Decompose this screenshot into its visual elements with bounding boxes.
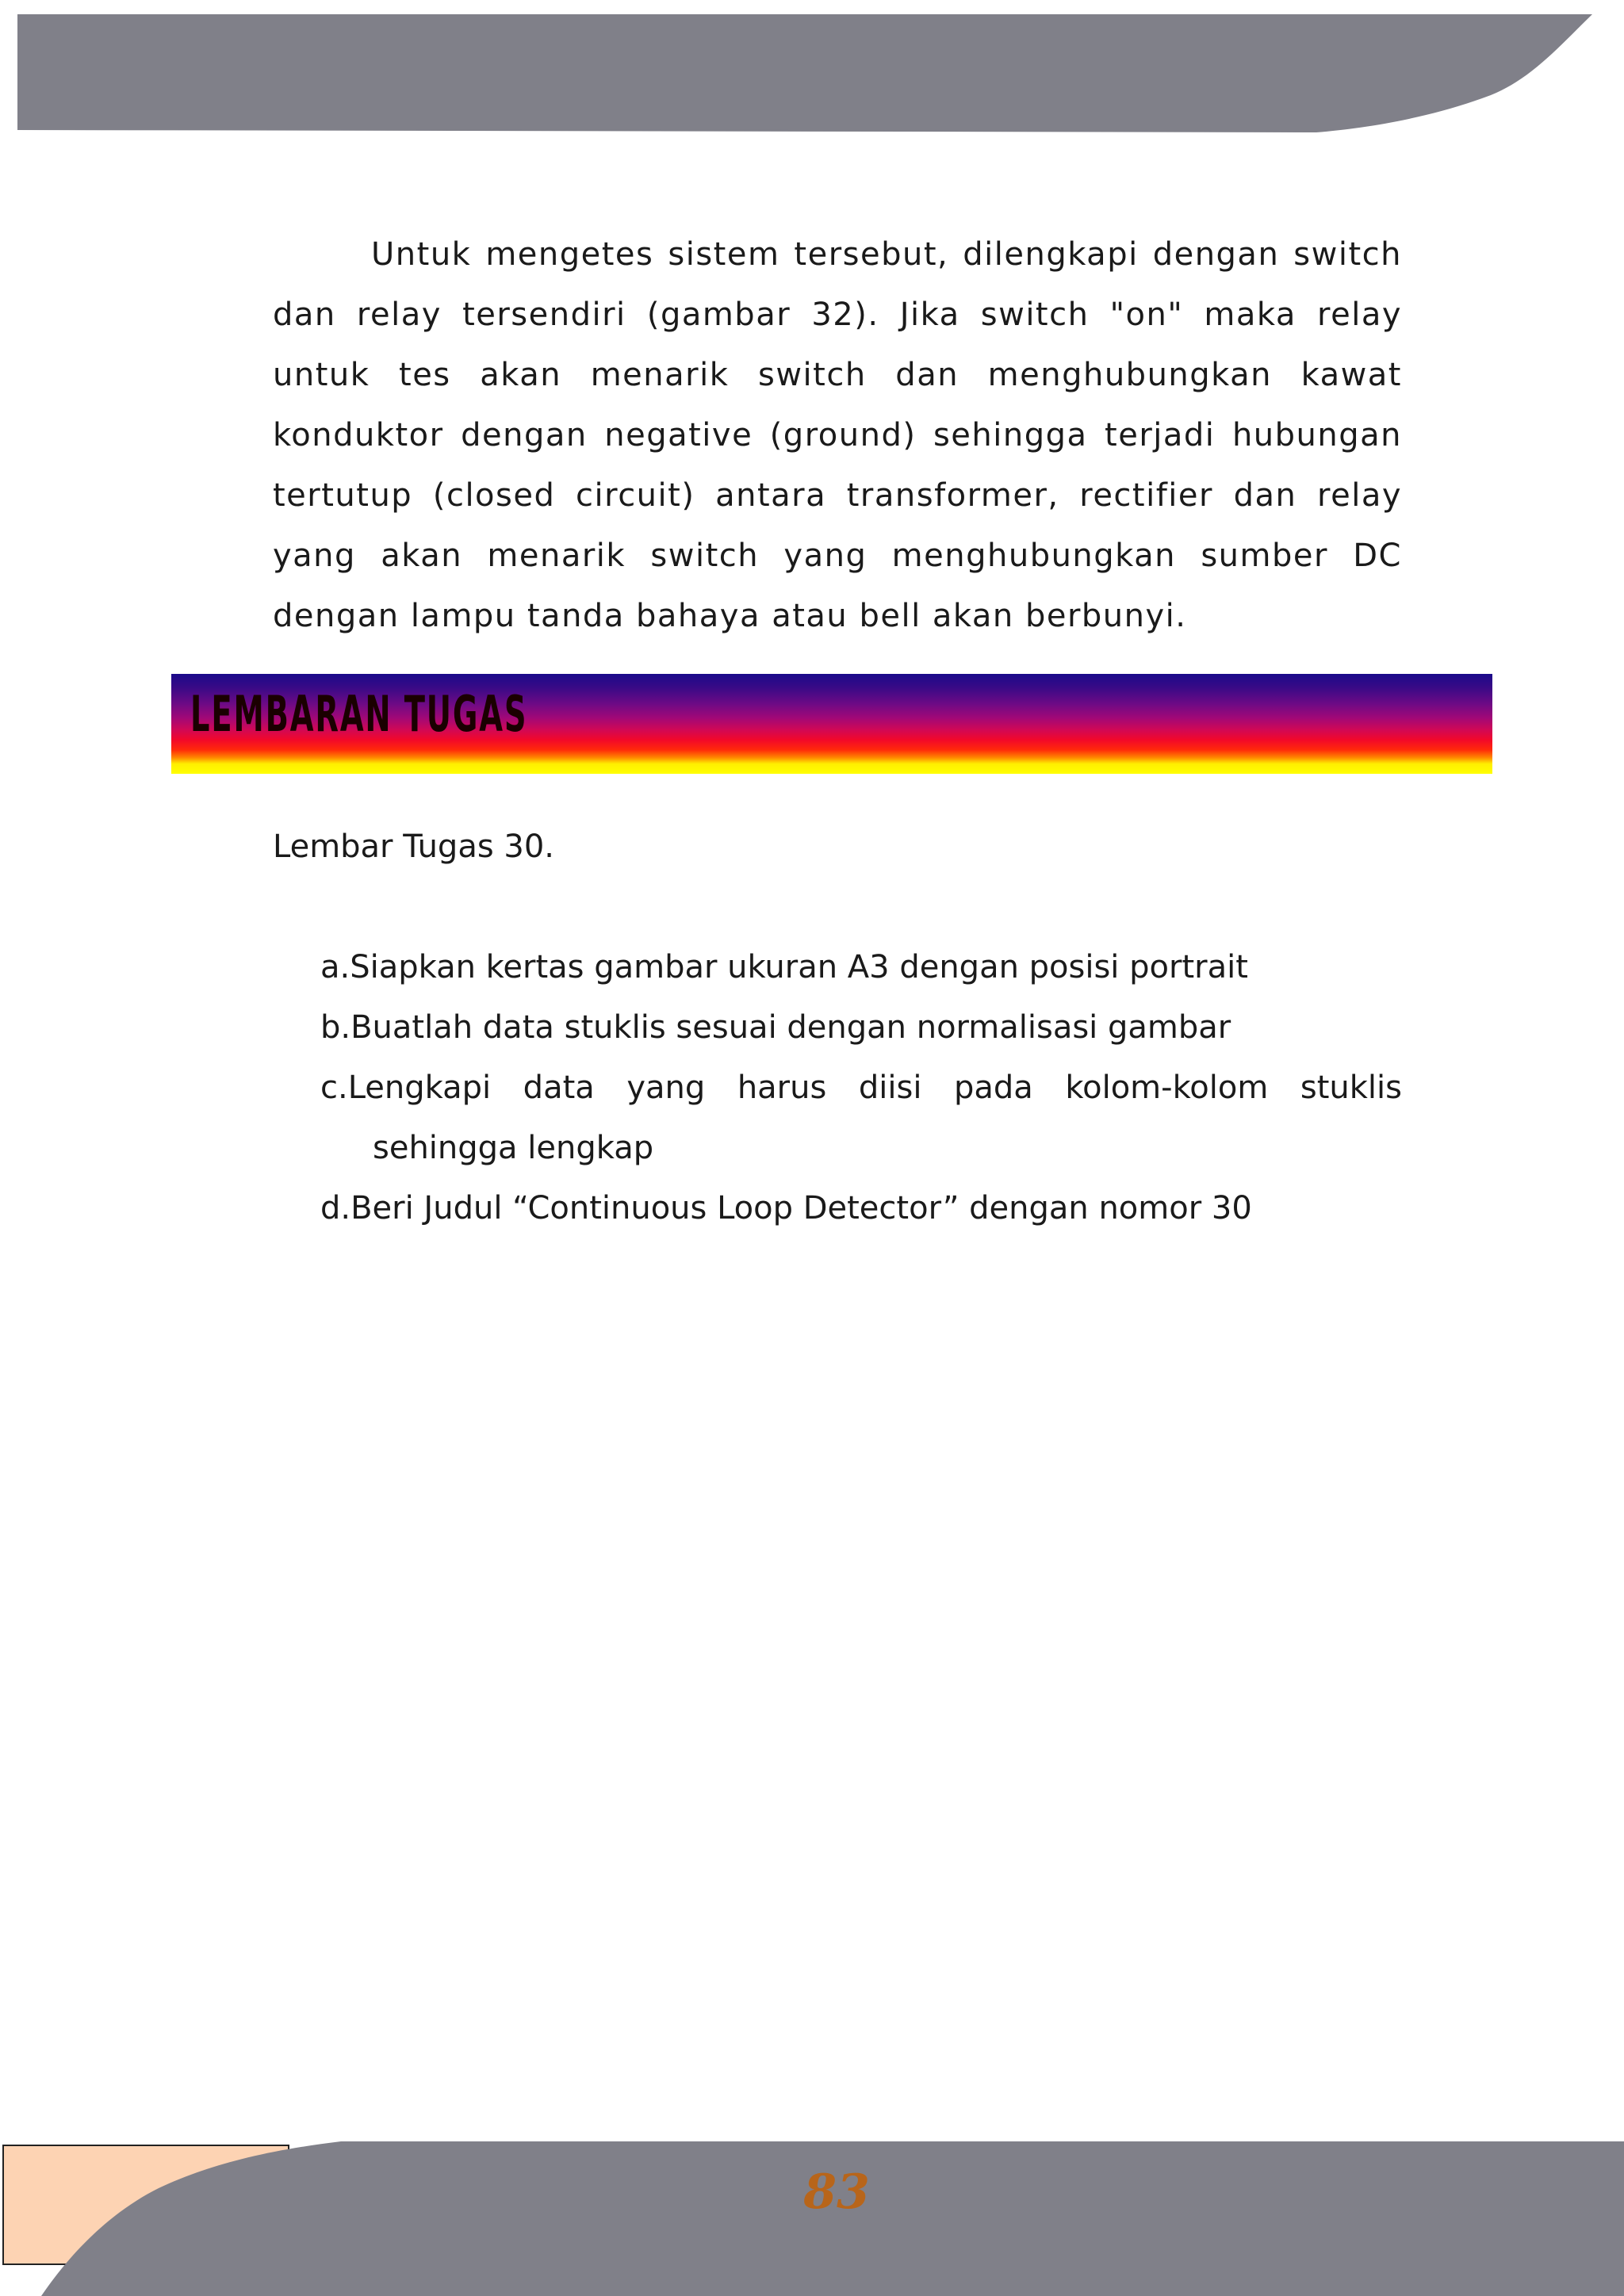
task-item: a.Siapkan kertas gambar ukuran A3 dengan posisi portrait — [320, 949, 1248, 985]
section-title: LEMBARAN TUGAS — [190, 685, 528, 743]
task-list — [320, 937, 1402, 1238]
page-number: 83 — [803, 2164, 870, 2220]
intro-text-block — [273, 224, 1402, 646]
task-sheet-label: Lembar Tugas 30. — [273, 828, 554, 865]
task-item: b.Buatlah data stuklis sesuai dengan normalisasi gambar — [320, 1009, 1231, 1046]
task-item: d.Beri Judul “Continuous Loop Detector” dengan nomor 30 — [320, 1190, 1252, 1226]
intro-paragraph: Untuk mengetes sistem tersebut, dilengkapi dengan switch dan relay tersendiri (gambar 32). Jika switch "on" maka relay untuk tes akan menarik switch dan menghubungkan kawat konduktor dengan negative (ground) sehingga terjadi hubungan tertutup (closed circuit) antara transformer, rectifier dan relay yang akan menarik switch yang menghubungkan sumber DC dengan lampu tanda bahaya atau bell akan berbunyi. — [273, 236, 1402, 634]
section-header-bar — [171, 674, 1492, 774]
header-decorative-band — [0, 0, 1624, 143]
task-item: c.Lengkapi data yang harus diisi pada kolom-kolom stuklis sehingga lengkap — [320, 1070, 1402, 1166]
